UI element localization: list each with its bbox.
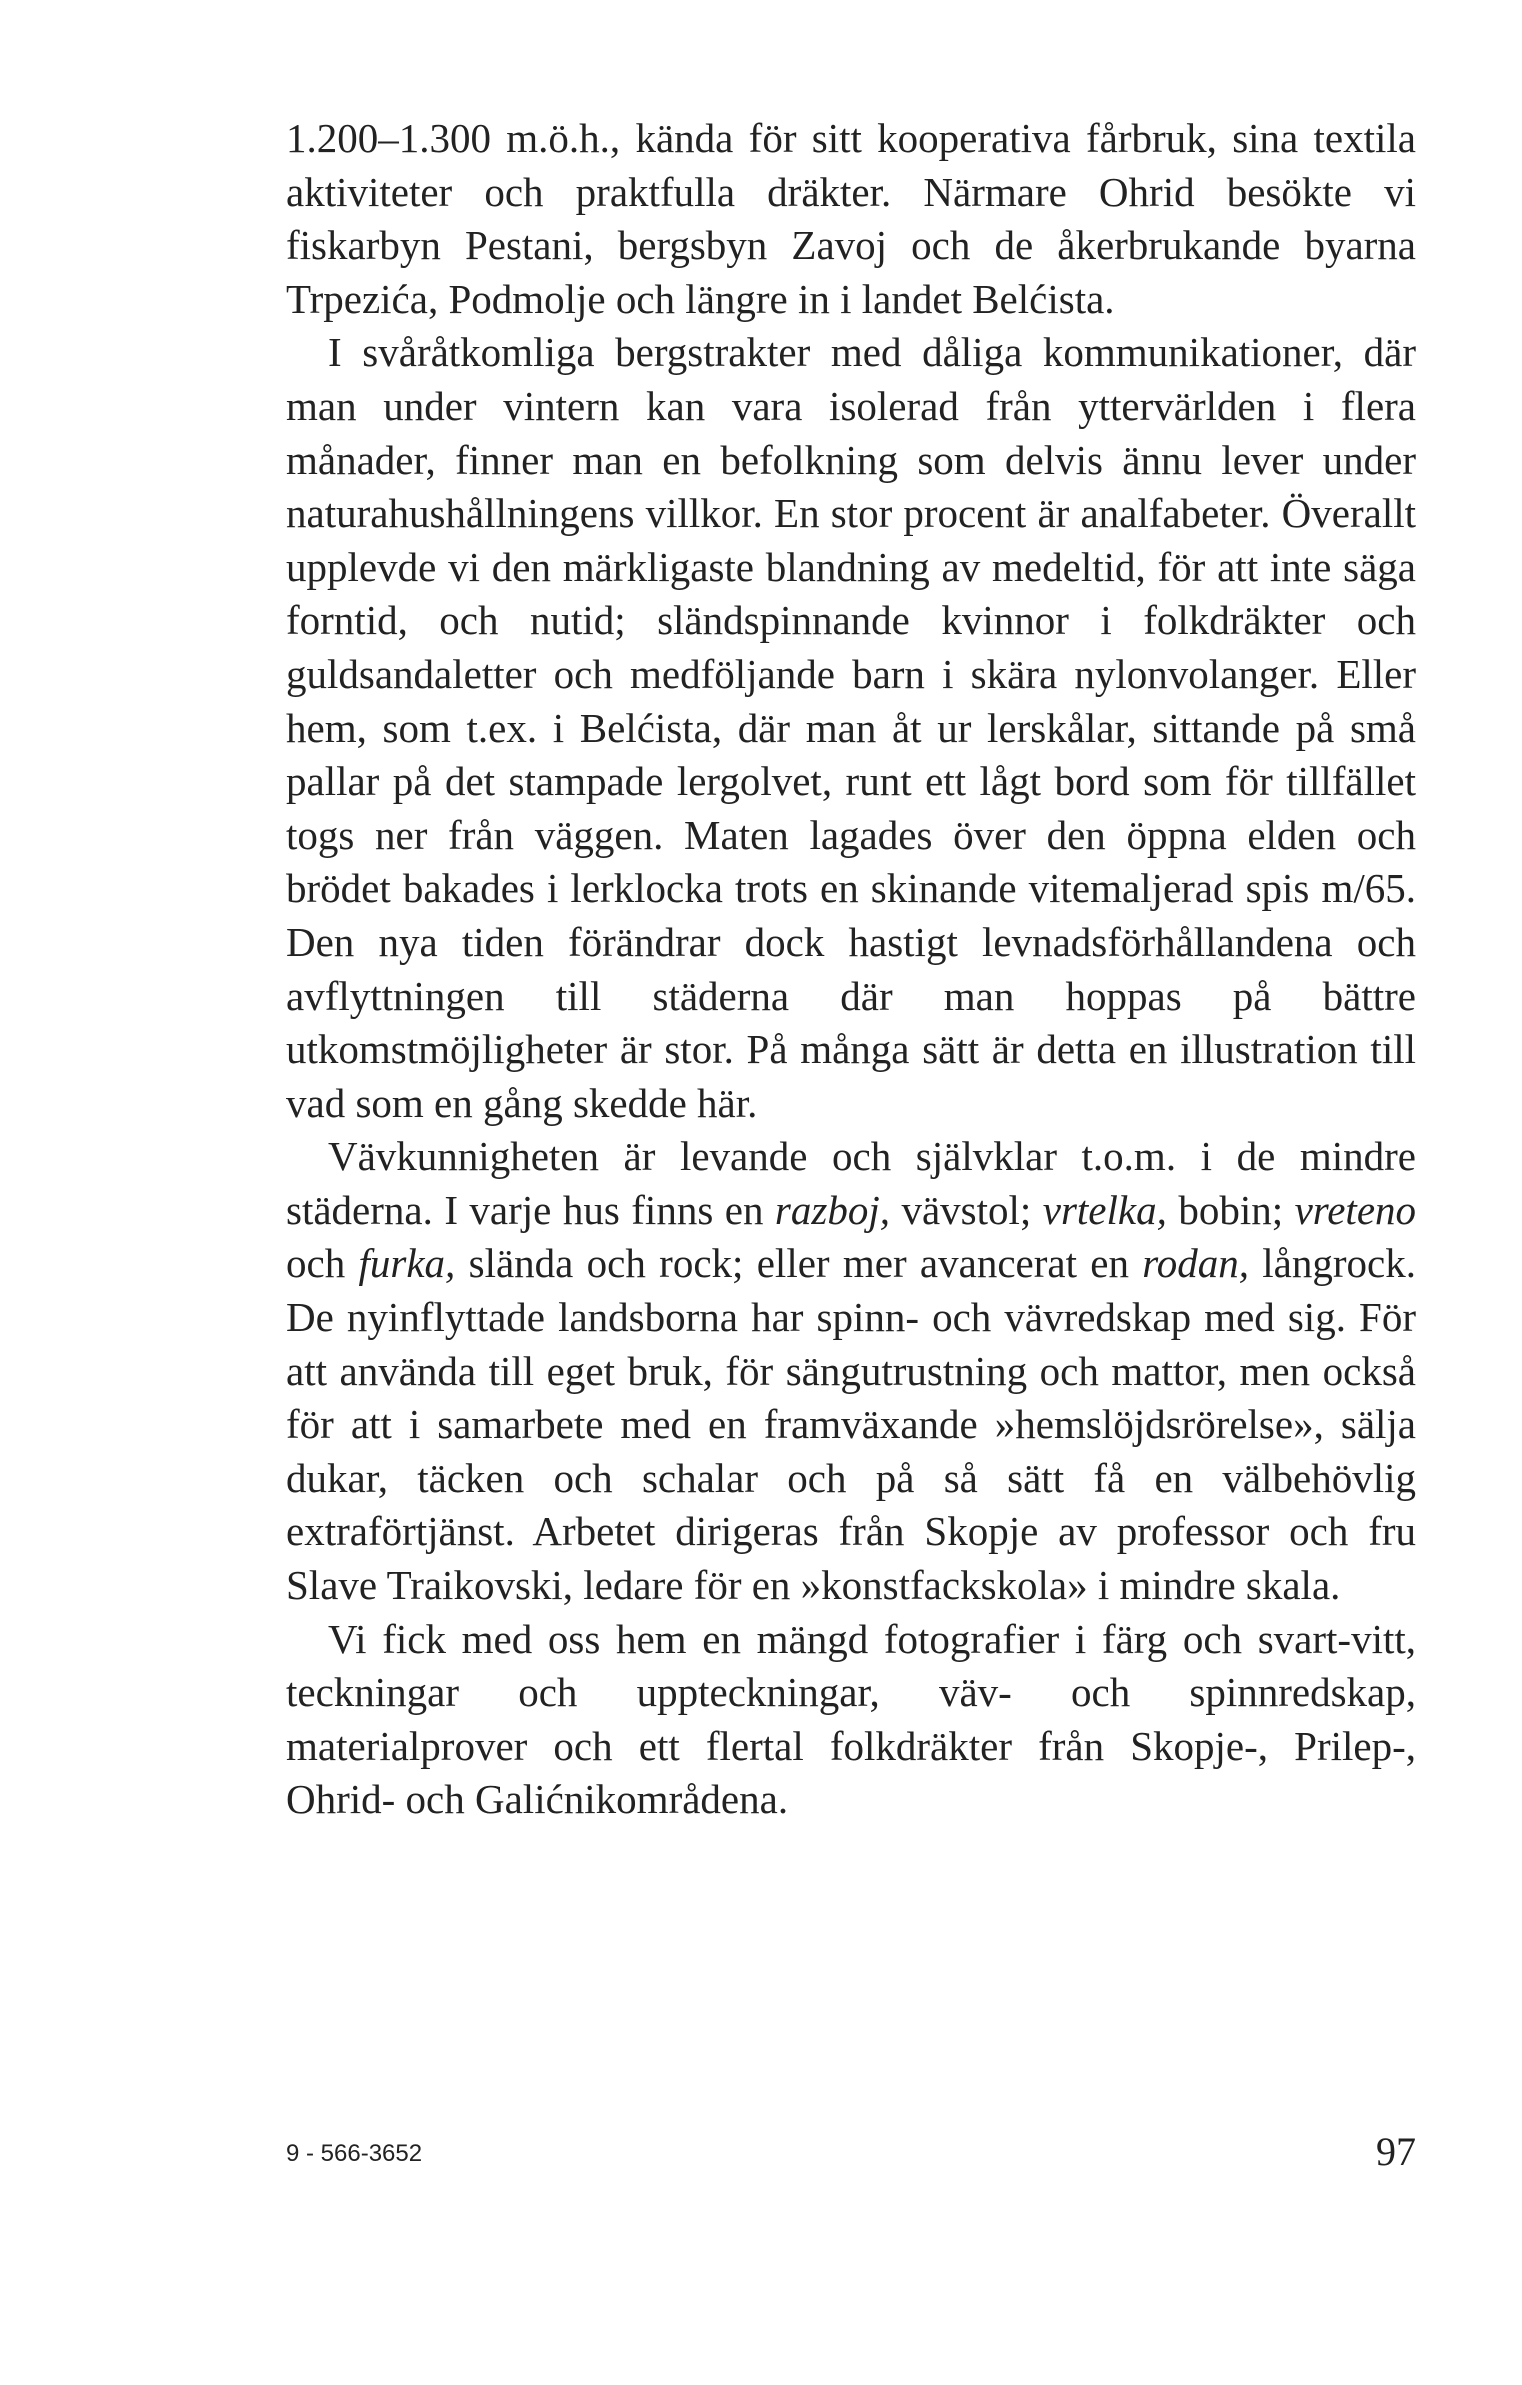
- italic-term: vrtelka,: [1042, 1186, 1167, 1233]
- paragraph: [286, 326, 1416, 1130]
- italic-term: razboj,: [774, 1186, 890, 1233]
- paragraph: [286, 112, 1416, 326]
- paragraph: [286, 1613, 1416, 1827]
- text-run: vävstol;: [889, 1186, 1043, 1233]
- text-run: 1.200–1.300 m.ö.h., kända för sitt kooperativa fårbruk, sina textila aktiviteter och praktfulla dräkter. Närmare Ohrid besökte vi fiskarbyn Pestani, bergsbyn Zavoj och de åkerbrukande byarna Trpezića, Podmolje och längre in i landet Belćista.: [286, 115, 1416, 322]
- page-number: 97: [1376, 2129, 1416, 2174]
- italic-term: furka,: [358, 1240, 456, 1287]
- text-run: långrock. De nyinflyttade landsborna har spinn- och vävredskap med sig. För att använda till eget bruk, för sängutrustning och mattor, men också för att i samarbete med en framväxande »hemslöjdsrörelse», sälja dukar, täcken och schalar och på så sätt få en välbehövlig extraförtjänst. Arbetet dirigeras från Skopje av professor och fru Slave Traikovski, ledare för en »konstfackskola» i mindre skala.: [286, 1240, 1416, 1609]
- text-run: Vävkunnigheten är levande och självklar t.o.m. i de mindre städerna. I varje hus finns en: [286, 1133, 1416, 1233]
- italic-term: vreteno: [1294, 1186, 1417, 1233]
- text-run: I svåråtkomliga bergstrakter med dåliga kommunikationer, där man under vintern kan vara isolerad från yttervärlden i flera månader, finner man en befolkning som delvis ännu lever under naturahushållningens villkor. En stor procent är analfabeter. Överallt upplevde vi den märkligaste blandning av medeltid, för att inte säga forntid, och nutid; sländspinnande kvinnor i folkdräkter och guldsandaletter och medföljande barn i skära nylonvolanger. Eller hem, som t.ex. i Belćista, där man åt ur lerskålar, sittande på små pallar på det stampade lergolvet, runt ett lågt bord som för tillfället togs ner från väggen. Maten lagades över den öppna elden och brödet bakades i lerklocka trots en skinande vitemaljerad spis m/65. Den nya tiden förändrar dock hastigt levnadsförhållandena och avflyttningen till städerna där man hoppas på bättre utkomstmöjligheter är stor. På många sätt är detta en illustration till vad som en gång skedde här.: [286, 329, 1416, 1126]
- paragraph: [286, 1130, 1416, 1612]
- text-run: och: [286, 1240, 359, 1287]
- text-run: Vi fick med oss hem en mängd fotografier i färg och svart-vitt, teckningar och uppteckningar, väv- och spinnredskap, materialprover och ett flertal folkdräkter från Skopje-, Prilep-, Ohrid- och Galićnikområdena.: [286, 1615, 1416, 1823]
- printer-code: 9 - 566-3652: [286, 2140, 423, 2167]
- italic-term: rodan,: [1142, 1240, 1249, 1287]
- body-text: [286, 112, 1416, 1827]
- text-run: slända och rock; eller mer avancerat en: [455, 1240, 1143, 1287]
- text-run: bobin;: [1166, 1186, 1295, 1233]
